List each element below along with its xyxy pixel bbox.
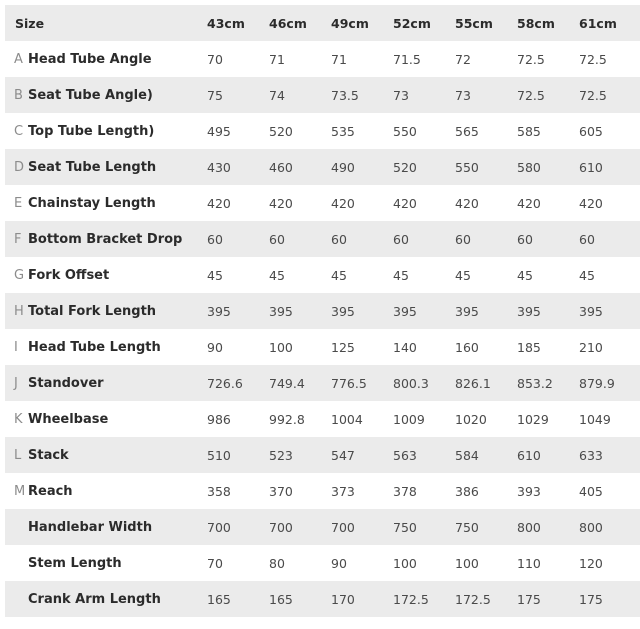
size-header-61: 61cm [579, 5, 640, 41]
cell-value: 45 [331, 257, 393, 293]
cell-value: 605 [579, 113, 640, 149]
row-label: Stack [28, 437, 207, 473]
cell-value: 700 [269, 509, 331, 545]
row-letter: L [5, 437, 28, 473]
cell-value: 520 [393, 149, 455, 185]
cell-value: 800.3 [393, 365, 455, 401]
cell-value: 172.5 [393, 581, 455, 617]
row-label: Bottom Bracket Drop [28, 221, 207, 257]
table-row [5, 401, 640, 437]
row-letter: E [5, 185, 28, 221]
cell-value: 749.4 [269, 365, 331, 401]
cell-value: 1049 [579, 401, 640, 437]
cell-value: 420 [331, 185, 393, 221]
cell-value: 585 [517, 113, 579, 149]
cell-value: 90 [207, 329, 269, 365]
cell-value: 72 [455, 41, 517, 77]
cell-value: 60 [393, 221, 455, 257]
cell-value: 750 [455, 509, 517, 545]
row-label: Stem Length [28, 545, 207, 581]
cell-value: 60 [207, 221, 269, 257]
row-letter: C [5, 113, 28, 149]
cell-value: 510 [207, 437, 269, 473]
row-letter [5, 545, 28, 581]
cell-value: 700 [207, 509, 269, 545]
cell-value: 1029 [517, 401, 579, 437]
row-letter: F [5, 221, 28, 257]
cell-value: 72.5 [517, 77, 579, 113]
cell-value: 395 [393, 293, 455, 329]
row-letter: A [5, 41, 28, 77]
cell-value: 565 [455, 113, 517, 149]
cell-value: 60 [517, 221, 579, 257]
cell-value: 386 [455, 473, 517, 509]
cell-value: 358 [207, 473, 269, 509]
cell-value: 45 [393, 257, 455, 293]
cell-value: 563 [393, 437, 455, 473]
cell-value: 550 [393, 113, 455, 149]
cell-value: 370 [269, 473, 331, 509]
table-row [5, 365, 640, 401]
cell-value: 393 [517, 473, 579, 509]
row-label: Top Tube Length) [28, 113, 207, 149]
cell-value: 535 [331, 113, 393, 149]
cell-value: 165 [207, 581, 269, 617]
row-label: Crank Arm Length [28, 581, 207, 617]
cell-value: 523 [269, 437, 331, 473]
cell-value: 45 [579, 257, 640, 293]
row-letter: H [5, 293, 28, 329]
cell-value: 395 [331, 293, 393, 329]
table-row [5, 581, 640, 617]
cell-value: 45 [455, 257, 517, 293]
row-letter: B [5, 77, 28, 113]
table-row [5, 293, 640, 329]
header-row [5, 5, 640, 41]
size-header-46: 46cm [269, 5, 331, 41]
cell-value: 71.5 [393, 41, 455, 77]
cell-value: 373 [331, 473, 393, 509]
cell-value: 879.9 [579, 365, 640, 401]
table-row [5, 545, 640, 581]
cell-value: 700 [331, 509, 393, 545]
row-label: Chainstay Length [28, 185, 207, 221]
cell-value: 584 [455, 437, 517, 473]
cell-value: 110 [517, 545, 579, 581]
cell-value: 800 [517, 509, 579, 545]
cell-value: 120 [579, 545, 640, 581]
cell-value: 60 [331, 221, 393, 257]
row-letter: D [5, 149, 28, 185]
cell-value: 72.5 [579, 41, 640, 77]
cell-value: 140 [393, 329, 455, 365]
cell-value: 420 [455, 185, 517, 221]
cell-value: 750 [393, 509, 455, 545]
row-label: Head Tube Length [28, 329, 207, 365]
cell-value: 73 [455, 77, 517, 113]
cell-value: 165 [269, 581, 331, 617]
row-label: Head Tube Angle [28, 41, 207, 77]
table-row [5, 329, 640, 365]
row-letter: M [5, 473, 28, 509]
cell-value: 420 [269, 185, 331, 221]
table-row [5, 221, 640, 257]
cell-value: 72.5 [579, 77, 640, 113]
cell-value: 992.8 [269, 401, 331, 437]
row-label: Seat Tube Angle) [28, 77, 207, 113]
cell-value: 378 [393, 473, 455, 509]
cell-value: 610 [517, 437, 579, 473]
size-header-43: 43cm [207, 5, 269, 41]
cell-value: 420 [517, 185, 579, 221]
cell-value: 71 [331, 41, 393, 77]
geometry-table [5, 5, 640, 617]
table-row [5, 509, 640, 545]
row-label: Wheelbase [28, 401, 207, 437]
row-label: Fork Offset [28, 257, 207, 293]
cell-value: 90 [331, 545, 393, 581]
cell-value: 160 [455, 329, 517, 365]
cell-value: 726.6 [207, 365, 269, 401]
row-label: Reach [28, 473, 207, 509]
cell-value: 1009 [393, 401, 455, 437]
cell-value: 800 [579, 509, 640, 545]
table-row [5, 257, 640, 293]
cell-value: 100 [455, 545, 517, 581]
row-letter: G [5, 257, 28, 293]
cell-value: 70 [207, 41, 269, 77]
cell-value: 73 [393, 77, 455, 113]
cell-value: 826.1 [455, 365, 517, 401]
cell-value: 170 [331, 581, 393, 617]
cell-value: 420 [207, 185, 269, 221]
table-row [5, 473, 640, 509]
size-header-58: 58cm [517, 5, 579, 41]
cell-value: 495 [207, 113, 269, 149]
cell-value: 71 [269, 41, 331, 77]
cell-value: 125 [331, 329, 393, 365]
size-header-55: 55cm [455, 5, 517, 41]
geometry-rows [5, 41, 640, 617]
cell-value: 986 [207, 401, 269, 437]
cell-value: 72.5 [517, 41, 579, 77]
cell-value: 45 [207, 257, 269, 293]
row-label: Handlebar Width [28, 509, 207, 545]
cell-value: 550 [455, 149, 517, 185]
cell-value: 45 [269, 257, 331, 293]
cell-value: 210 [579, 329, 640, 365]
cell-value: 100 [269, 329, 331, 365]
cell-value: 185 [517, 329, 579, 365]
size-header-49: 49cm [331, 5, 393, 41]
cell-value: 395 [207, 293, 269, 329]
table-row [5, 113, 640, 149]
cell-value: 490 [331, 149, 393, 185]
row-letter: I [5, 329, 28, 365]
cell-value: 175 [579, 581, 640, 617]
cell-value: 100 [393, 545, 455, 581]
cell-value: 430 [207, 149, 269, 185]
cell-value: 853.2 [517, 365, 579, 401]
cell-value: 395 [269, 293, 331, 329]
table-row [5, 41, 640, 77]
cell-value: 75 [207, 77, 269, 113]
row-label: Standover [28, 365, 207, 401]
cell-value: 175 [517, 581, 579, 617]
cell-value: 610 [579, 149, 640, 185]
cell-value: 1020 [455, 401, 517, 437]
cell-value: 70 [207, 545, 269, 581]
cell-value: 80 [269, 545, 331, 581]
cell-value: 395 [455, 293, 517, 329]
cell-value: 395 [517, 293, 579, 329]
cell-value: 172.5 [455, 581, 517, 617]
cell-value: 460 [269, 149, 331, 185]
cell-value: 580 [517, 149, 579, 185]
cell-value: 74 [269, 77, 331, 113]
row-letter [5, 509, 28, 545]
row-letter [5, 581, 28, 617]
row-label: Seat Tube Length [28, 149, 207, 185]
cell-value: 45 [517, 257, 579, 293]
cell-value: 520 [269, 113, 331, 149]
table-row [5, 437, 640, 473]
row-letter: K [5, 401, 28, 437]
cell-value: 395 [579, 293, 640, 329]
cell-value: 60 [455, 221, 517, 257]
cell-value: 420 [579, 185, 640, 221]
size-header-label: Size [5, 5, 207, 41]
cell-value: 420 [393, 185, 455, 221]
cell-value: 1004 [331, 401, 393, 437]
table-row [5, 185, 640, 221]
table-row [5, 77, 640, 113]
cell-value: 405 [579, 473, 640, 509]
cell-value: 633 [579, 437, 640, 473]
cell-value: 776.5 [331, 365, 393, 401]
cell-value: 73.5 [331, 77, 393, 113]
cell-value: 60 [579, 221, 640, 257]
cell-value: 60 [269, 221, 331, 257]
cell-value: 547 [331, 437, 393, 473]
size-header-52: 52cm [393, 5, 455, 41]
row-letter: J [5, 365, 28, 401]
row-label: Total Fork Length [28, 293, 207, 329]
table-row [5, 149, 640, 185]
